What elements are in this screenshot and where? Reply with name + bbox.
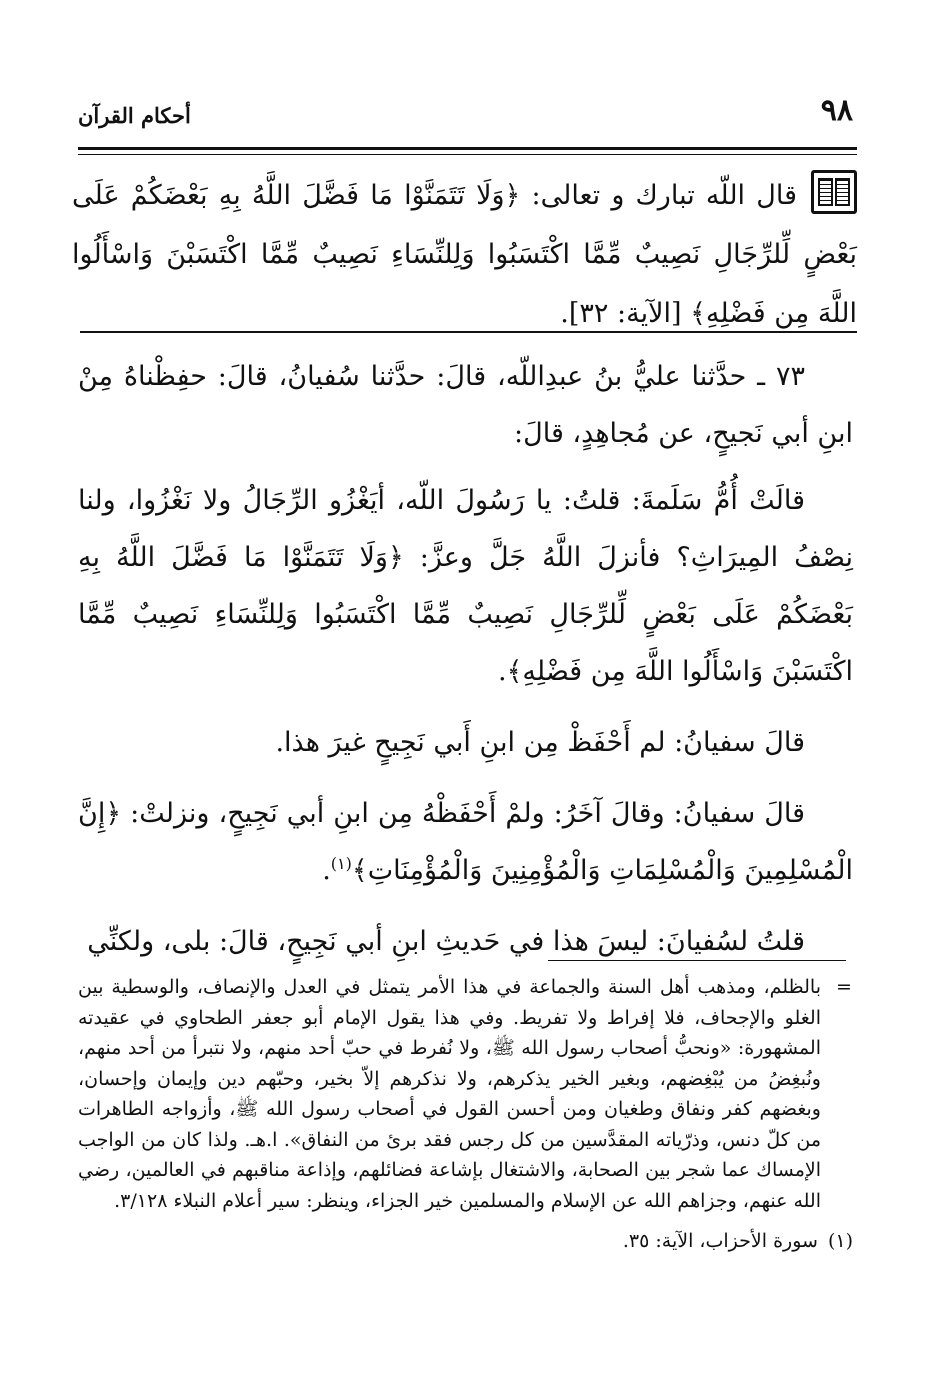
- main-text: [78, 348, 853, 984]
- quran-verse-box: [72, 166, 857, 343]
- footnote-continuation: [78, 972, 853, 1216]
- hadith-73-chain: ٧٣ ـ حدَّثنا عليُّ بنُ عبدِاللّه، قالَ: حدَّثنا سُفيانُ، قالَ: حفِظْناهُ مِنْ ابنِ أبي نَجيحٍ، عن مُجاهِدٍ، قالَ:: [78, 361, 853, 449]
- open-book-icon: [811, 170, 857, 214]
- footnote-ref-1[interactable]: (١): [330, 854, 352, 873]
- running-header: [78, 86, 853, 126]
- verse-box-rule: [80, 331, 857, 333]
- header-rule-thick: [78, 147, 857, 150]
- footnote-1-text: سورة الأحزاب، الآية: ٣٥.: [622, 1230, 818, 1252]
- header-rule-thin: [78, 154, 857, 155]
- continuation-text: بالظلم، ومذهب أهل السنة والجماعة في هذا الأمر يتمثل في العدل والإنصاف، والوسطية بين الغلو والإجحاف، فلا إفراط ولا تفريط. وفي هذا يقول الإمام أبو جعفر الطحاوي في عقيدته المشهورة: «ونحبُّ أصحاب رسول الله ﷺ، ولا نُفرط في حبّ أحد منهم، ولا نتبرأ من أحد منهم، ونُبغِضُ من يُبْغِضهم، وبغير الخير يذكرهم، ولا نذكرهم إلاّ بخير، وحبّهم دين وإيمان وإحسان، وبغضهم كفر ونفاق وطغيان ومن أحسن القول في أصحاب رسول الله ﷺ، وأزواجه الطاهرات من كلّ دنس، وذرّياته المقدَّسين من كل رجس فقد برئ من النفاق». ا.هـ. ولذا كان من الواجب الإمساك عما شجر بين الصحابة، والاشتغال بإشاعة فضائلهم، وإذاعة مناقبهم في العالمين، رضي الله عنهم، وجزاهم الله عن الإسلام والمسلمين خير الجزاء، وينظر: سير أعلام النبلاء ٣/١٢٨.: [78, 976, 821, 1212]
- footnote-1-number: (١): [827, 1230, 853, 1252]
- sufyan-second-statement: [78, 785, 853, 899]
- footnote-1: [78, 1226, 853, 1257]
- sufyan-statement: قالَ سفيانُ: لم أَحْفَظْ مِن ابنِ أَبي نَجِيحٍ غيرَ هذا.: [275, 727, 805, 758]
- footnotes: [78, 972, 853, 1257]
- running-title: أحكام القرآن: [78, 103, 191, 128]
- sufyan-second-text: قالَ سفيانُ: وقالَ آخَرُ: ولمْ أَحْفَظْهُ مِن ابنِ أبي نَجِيحٍ، ونزلتْ: ﴿إِنَّ الْمُسْلِمِينَ وَالْمُسْلِمَاتِ وَالْمُؤْمِنِينَ وَالْمُؤْمِنَاتِ﴾: [78, 798, 853, 886]
- sentence-end: .: [322, 855, 331, 886]
- page-number: ٩٨: [820, 93, 853, 128]
- hadith-73-text: قالَتْ أُمُّ سَلَمةَ: قلتُ: يا رَسُولَ اللّه، أيَغْزُو الرِّجَالُ ولا نَغْزُوا، ولنا نِصْفُ المِيرَاثِ؟ فأنزلَ اللَّهُ جَلَّ وعزَّ: ﴿وَلَا تَتَمَنَّوْا مَا فَضَّلَ اللَّهُ بِهِ بَعْضَكُمْ عَلَى بَعْضٍ لِّلرِّجَالِ نَصِيبٌ مِّمَّا اكْتَسَبُوا وَلِلنِّسَاءِ نَصِيبٌ مِّمَّا اكْتَسَبْنَ وَاسْأَلُوا اللَّهَ مِن فَضْلِهِ﴾.: [78, 485, 853, 687]
- question-to-sufyan: قلتُ لسُفيانَ: ليسَ هذا في حَديثِ ابنِ أبي نَجِيحٍ، قالَ: بلى، ولكنِّي: [87, 926, 805, 957]
- continuation-marker: =: [836, 976, 852, 998]
- verse-text: قال اللّه تبارك و تعالى: ﴿وَلَا تَتَمَنَّوْا مَا فَضَّلَ اللَّهُ بِهِ بَعْضَكُمْ عَلَى بَعْضٍ لِّلرِّجَالِ نَصِيبٌ مِّمَّا اكْتَسَبُوا وَلِلنِّسَاءِ نَصِيبٌ مِّمَّا اكْتَسَبْنَ وَاسْأَلُوا اللَّهَ مِن فَضْلِهِ﴾ [الآية: ٣٢].: [72, 180, 857, 329]
- footnote-separator: [548, 960, 846, 961]
